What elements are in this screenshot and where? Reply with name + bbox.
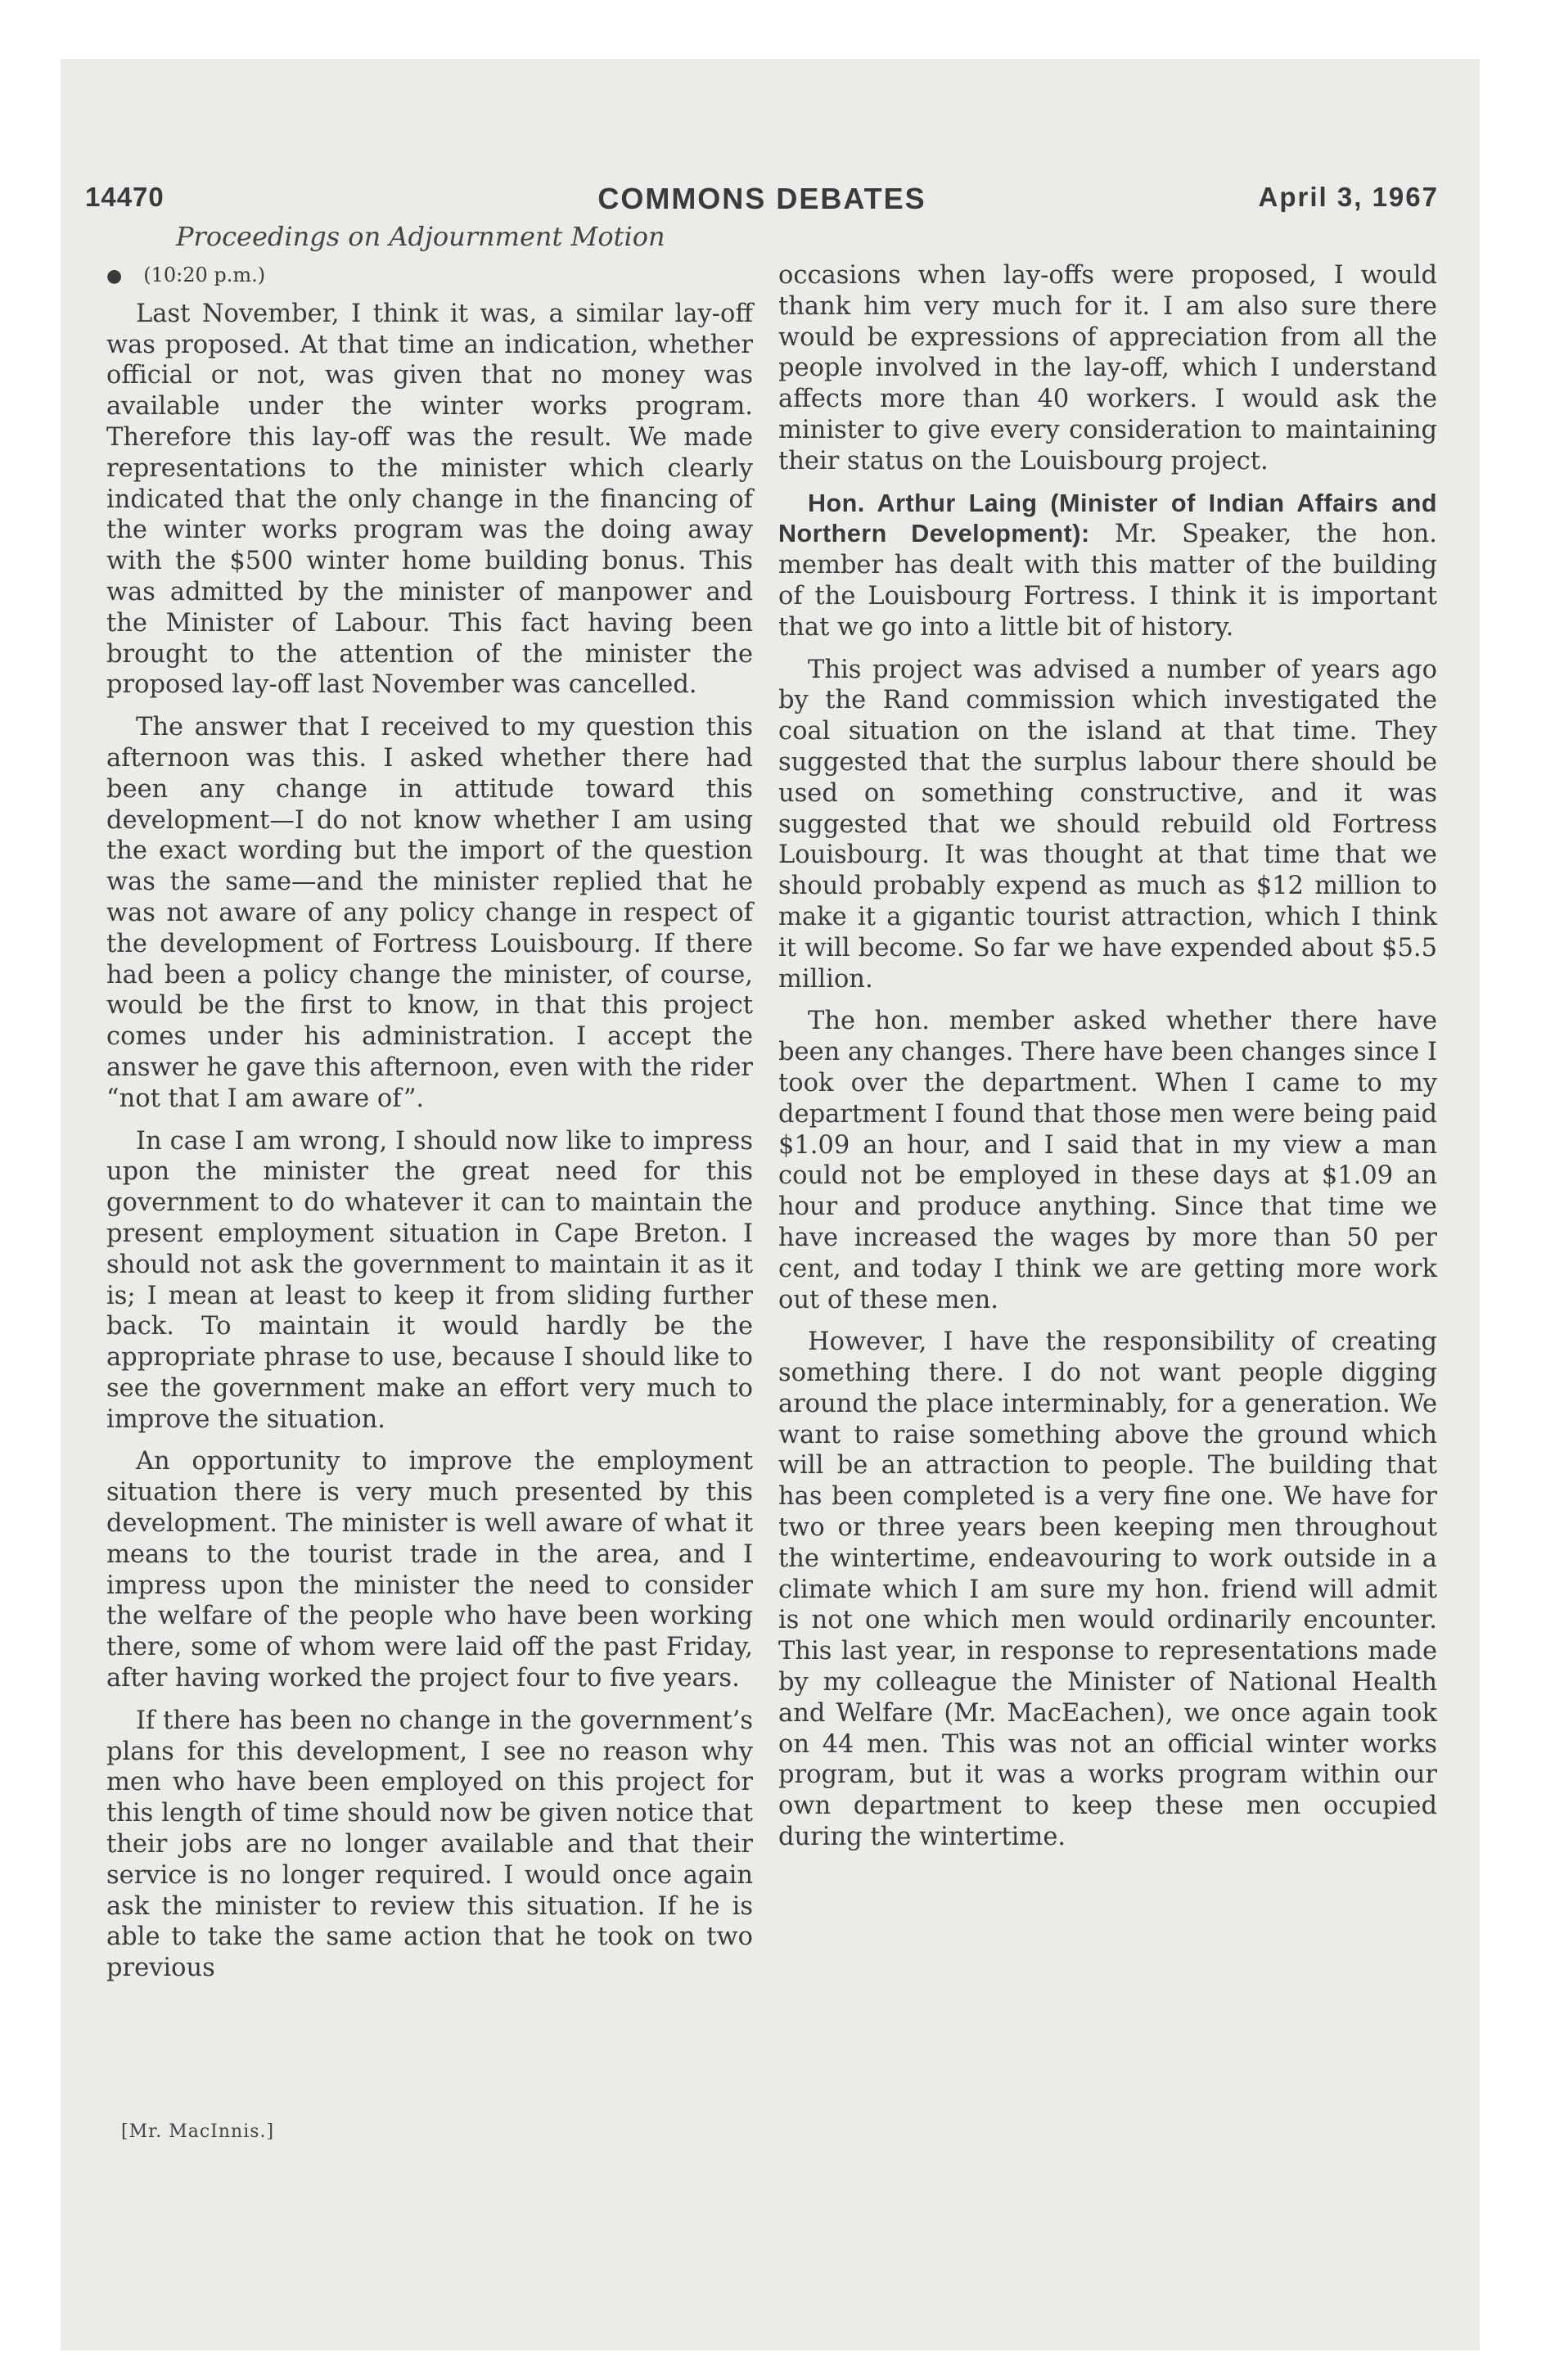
paragraph: However, I have the responsibility of creating something there. I do not want people digging around the place interminably, for a generation. We want to raise something above the ground which will be an attraction to people. The building that has been completed is a very fine one. We have for two or three years been keeping men throughout the wintertime, endeavouring to work outside in a climate which I am sure my hon. friend will admit is not one which men would ordinarily encounter. This last year, in response to representations made by my colleague the Minister of National Health and Welfare (Mr. MacEachen), we once again took on 44 men. This was not an official winter works program, but it was a works program within our own department to keep these men occupied during the wintertime. xyxy=(778,1327,1437,1852)
speaker-signature: [Mr. MacInnis.] xyxy=(121,2121,275,2142)
page-header xyxy=(85,182,1439,223)
paragraph: In case I am wrong, I should now like to impress upon the minister the great need for this government to do whatever it can to maintain the present employment situation in Cape Breton. I should not ask the government to maintain it as it is; I mean at least to keep it from sliding further back. To maintain it would hardly be the appropriate phrase to use, because I should like to see the government make an effort very much to improve the situation. xyxy=(106,1126,753,1434)
speaker-text: Mr. Speaker, the hon. member has dealt with this matter of the building of the Louisbourg Fortress. I think it is important that we go into a little bit of history. xyxy=(778,520,1437,642)
paragraph: This project was advised a number of years ago by the Rand commission which investigated the coal situation on the island at that time. They suggested that the surplus labour there should be used on something constructive, and it was suggested that we should rebuild old Fortress Louisbourg. It was thought at that time that we should probably expend as much as $12 million to make it a gigantic tourist attraction, which I think it will become. So far we have expended about $5.5 million. xyxy=(778,655,1437,994)
speaker-name: Hon. Arthur Laing (Minister of Indian Affairs and Northern Development): xyxy=(778,489,1437,548)
paragraph-continuation: occasions when lay-offs were proposed, I would thank him very much for it. I am also sure there would be expressions of appreciation from all the people involved in the lay-off, which I understand affects more than 40 workers. I would ask the minister to give every consideration to maintaining their status on the Louisbourg project. xyxy=(778,261,1437,476)
paragraph: The answer that I received to my question this afternoon was this. I asked whether there had been any change in attitude toward this development—I do not know whether I am using the exact wording but the import of the question was the same—and the minister replied that he was not aware of any policy change in respect of the development of Fortress Louisbourg. If there had been a policy change the minister, of course, would be the first to know, in that this project comes under his administration. I accept the answer he gave this afternoon, even with the rider “not that I am aware of”. xyxy=(106,713,753,1113)
speaker-paragraph xyxy=(778,489,1437,643)
timestamp: (10:20 p.m.) xyxy=(143,264,266,286)
page-date: April 3, 1967 xyxy=(1258,182,1439,212)
bullet-icon: ● xyxy=(106,266,123,286)
timestamp-line xyxy=(106,260,753,292)
page-number: 14470 xyxy=(85,182,165,212)
publication-title: COMMONS DEBATES xyxy=(597,182,926,215)
left-column xyxy=(106,260,753,1995)
right-column xyxy=(778,260,1437,1864)
section-subheading: Proceedings on Adjournment Motion xyxy=(176,221,665,252)
paragraph: An opportunity to improve the employment situation there is very much presented by this development. The minister is well aware of what it means to the tourist trade in the area, and I impress upon the minister the need to consider the welfare of the people who have been working there, some of whom were laid off the past Friday, after having worked the project four to five years. xyxy=(106,1447,753,1693)
paragraph: If there has been no change in the government’s plans for this development, I see no reason why men who have been employed on this project for this length of time should now be given notice that their jobs are no longer available and that their service is no longer required. I would once again ask the minister to review this situation. If he is able to take the same action that he took on two previous xyxy=(106,1706,753,1983)
paragraph: Last November, I think it was, a similar lay-off was proposed. At that time an indication, whether official or not, was given that no money was available under the winter works program. Therefore this lay-off was the result. We made representations to the minister which clearly indicated that the only change in the financing of the winter works program was the doing away with the $500 winter home building bonus. This was admitted by the minister of manpower and the Minister of Labour. This fact having been brought to the attention of the minister the proposed lay-off last November was cancelled. xyxy=(106,299,753,700)
paragraph: The hon. member asked whether there have been any changes. There have been changes since I took over the department. When I came to my department I found that those men were being paid $1.09 an hour, and I said that in my view a man could not be employed in these days at $1.09 an hour and produce anything. Since that time we have increased the wages by more than 50 per cent, and today I think we are getting more work out of these men. xyxy=(778,1007,1437,1314)
